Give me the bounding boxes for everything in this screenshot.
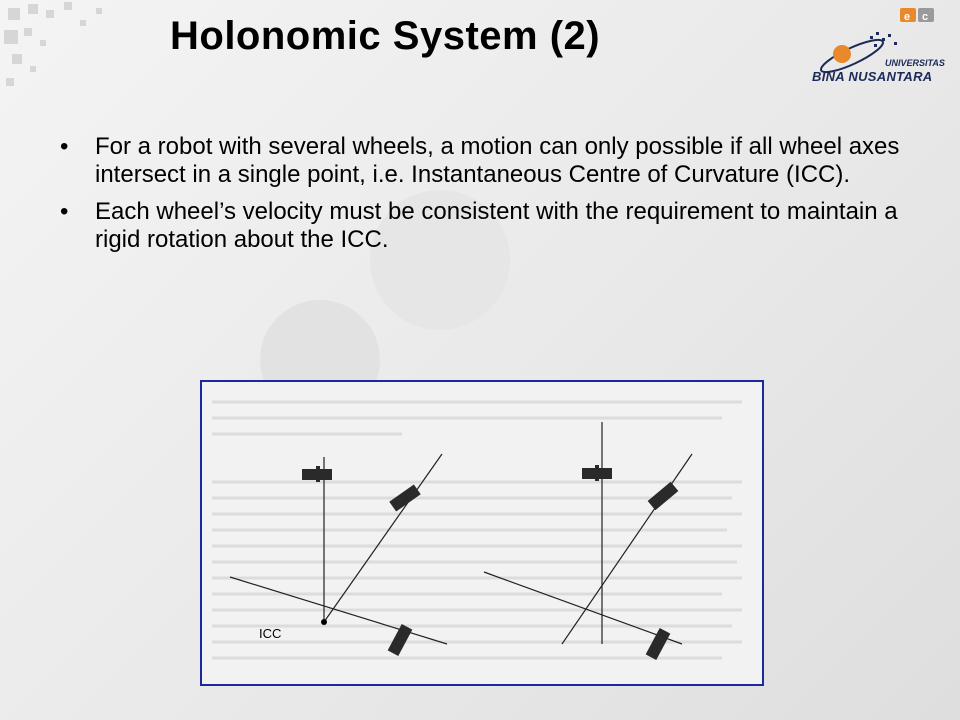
svg-text:e: e: [904, 11, 911, 23]
bullet-item: [60, 133, 910, 189]
icc-diagram: [202, 382, 762, 684]
svg-text:c: c: [922, 11, 929, 23]
icc-point: [321, 619, 327, 625]
bullet-list: [60, 133, 910, 263]
bullet-marker: •: [60, 198, 69, 225]
logo-text-bina-nusantara: BINA NUSANTARA: [812, 69, 933, 84]
bullet-marker: •: [60, 133, 69, 160]
bullet-text: Each wheel’s velocity must be consistent with the requirement to maintain a rigid rotation about the ICC.: [95, 198, 898, 253]
bullet-item: [60, 198, 910, 254]
slide-title: Holonomic System (2): [170, 14, 601, 58]
icc-diagram-figure: [200, 380, 764, 686]
icc-label: ICC: [259, 626, 282, 641]
bullet-text: For a robot with several wheels, a motion can only possible if all wheel axes intersect in a single point, i.e. Instantaneous Centre of Curvature (ICC).: [95, 133, 900, 188]
scanned-text-texture: [212, 402, 742, 658]
logo-text-universitas: UNIVERSITAS: [885, 58, 945, 68]
